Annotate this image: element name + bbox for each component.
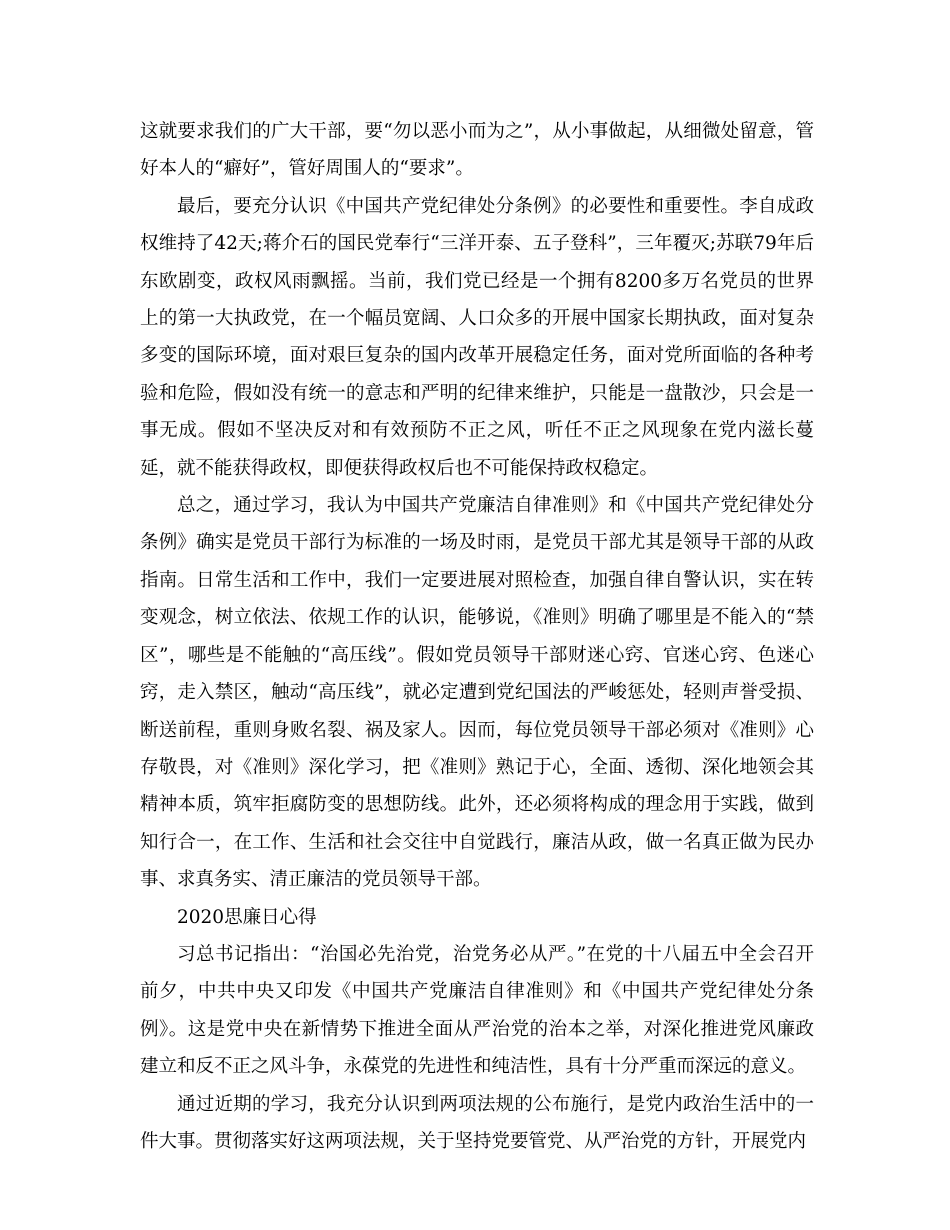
section-heading: 2020思廉日心得 [177,906,317,928]
document-body [140,113,814,1160]
paragraph-xi-quote: 习总书记指出：“治国必先治党，治党务必从严。”在党的十八届五中全会召开前夕，中共中央又印发《中国共产党廉洁自律准则》和《中国共产党纪律处分条例》。这是党中央在新情势下推进全面从严治党的治本之举，对深化推进党风廉政建立和反不正之风斗争，永葆党的先进性和纯洁性，具有十分严重而深远的意义。 [140,943,814,1078]
paragraph-discipline-regulations: 最后，要充分认识《中国共产党纪律处分条例》的必要性和重要性。李自成政权维持了42天;蒋介石的国民党奉行“三洋开泰、五子登科”，三年覆灭;苏联79年后东欧剧变，政权风雨飘摇。当前，我们党已经是一个拥有8200多万名党员的世界上的第一大执政党，在一个幅员宽阔、人口众多的开展中国家长期执政，面对复杂多变的国际环境，面对艰巨复杂的国内改革开展稳定任务，面对党所面临的各种考验和危险，假如没有统一的意志和严明的纪律来维护，只能是一盘散沙，只会是一事无成。假如不坚决反对和有效预防不正之风，听任不正之风现象在党内滋长蔓延，就不能获得政权，即便获得政权后也不可能保持政权稳定。 [140,195,814,479]
paragraph-continuation: 这就要求我们的广大干部，要“勿以恶小而为之”，从小事做起，从细微处留意，管好本人的“癖好”，管好周围人的“要求”。 [140,121,814,180]
paragraph-recent-study: 通过近期的学习，我充分认识到两项法规的公布施行，是党内政治生活中的一件大事。贯彻落实好这两项法规，关于坚持党要管党、从严治党的方针，开展党内 [140,1093,814,1152]
paragraph-conclusion: 总之，通过学习，我认为中国共产党廉洁自律准则》和《中国共产党纪律处分条例》确实是党员干部行为标准的一场及时雨，是党员干部尤其是领导干部的从政指南。日常生活和工作中，我们一定要进展对照检查，加强自律自警认识，实在转变观念，树立依法、依规工作的认识，能够说，《准则》明确了哪里是不能入的“禁区”，哪些是不能触的“高压线”。假如党员领导干部财迷心窍、官迷心窍、色迷心窍，走入禁区，触动“高压线”，就必定遭到党纪国法的严峻惩处，轻则声誉受损、断送前程，重则身败名裂、祸及家人。因而，每位党员领导干部必须对《准则》心存敬畏，对《准则》深化学习，把《准则》熟记于心，全面、透彻、深化地领会其精神本质，筑牢拒腐防变的思想防线。此外，还必须将构成的理念用于实践，做到知行合一，在工作、生活和社会交往中自觉践行，廉洁从政，做一名真正做为民办事、求真务实、清正廉洁的党员领导干部。 [140,495,814,891]
